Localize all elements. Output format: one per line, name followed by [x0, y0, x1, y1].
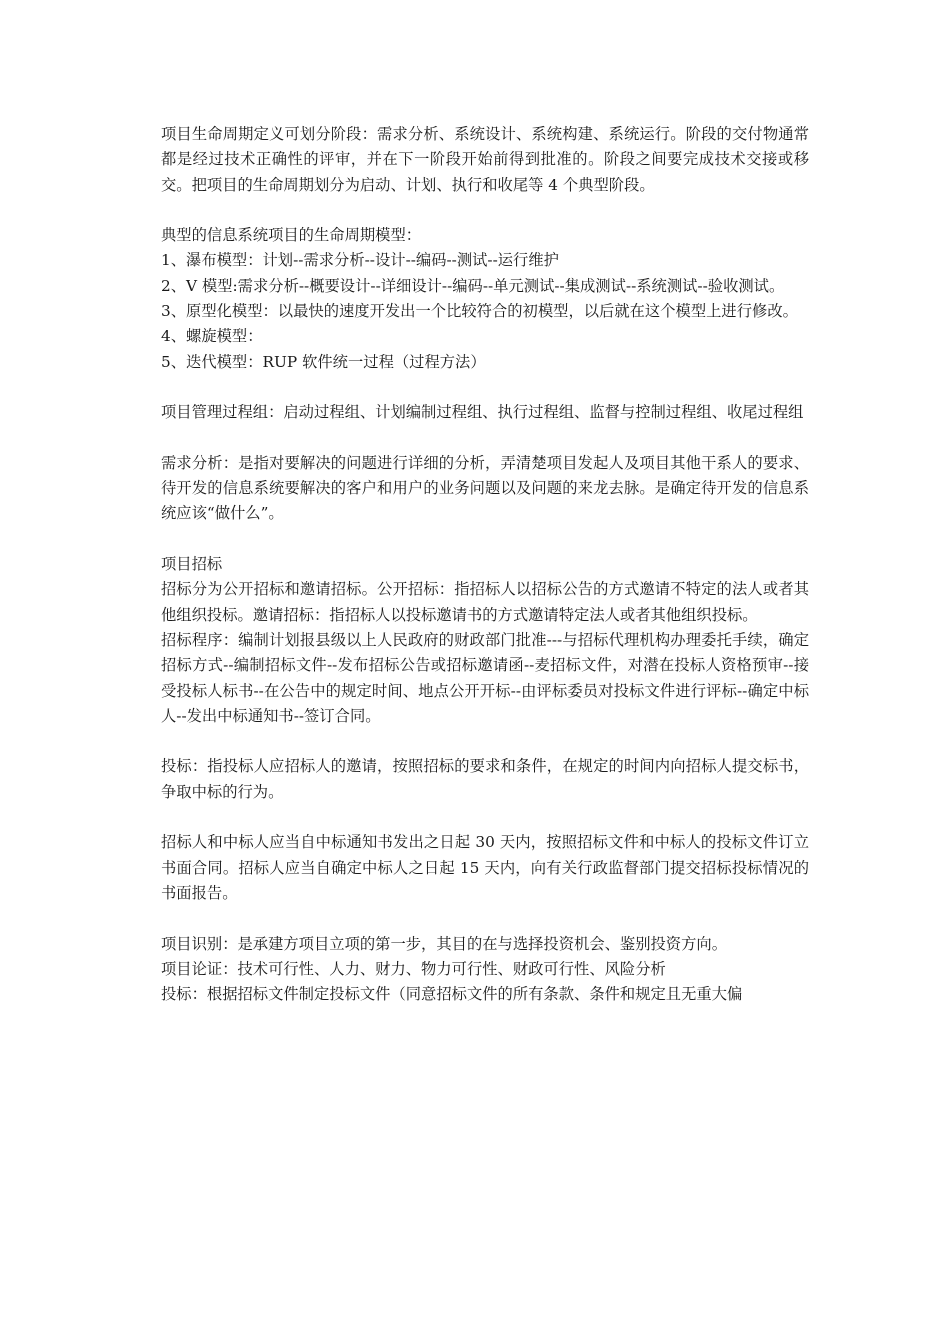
model-item-v-model: 2、V 模型:需求分析--概要设计--详细设计--编码--单元测试--集成测试--系统测试--验收测试。	[161, 276, 785, 295]
requirements-analysis-paragraph: 需求分析：是指对要解决的问题进行详细的分析，弄清楚项目发起人及项目其他干系人的要求、待开发的信息系统要解决的客户和用户的业务问题以及问题的来龙去脉。是确定待开发的信息系统应该“做什么”。	[161, 453, 809, 523]
project-identification-line: 项目识别：是承建方项目立项的第一步，其目的在与选择投资机会、鉴别投资方向。	[161, 934, 727, 953]
project-argument-line: 项目论证：技术可行性、人力、财力、物力可行性、财政可行性、风险分析	[161, 959, 666, 978]
paragraph-gap	[161, 527, 809, 552]
paragraph-gap	[161, 198, 809, 223]
bidding-heading: 项目招标	[161, 555, 223, 574]
bidding-procedure-paragraph: 招标程序：编制计划报县级以上人民政府的财政部门批准---与招标代理机构办理委托手续，确定招标方式--编制招标文件--发布招标公告或招标邀请函--麦招标文件，对潜在投标人资格预审--接受投标人标书--在公告中的规定时间、地点公开开标--由评标委员对投标文件进行评标--确定中标人--发出中标通知书--签订合同。	[161, 630, 809, 725]
paragraph-gap	[161, 375, 809, 400]
paragraph-gap	[161, 729, 809, 754]
model-item-waterfall: 1、瀑布模型：计划--需求分析--设计--编码--测试--运行维护	[161, 251, 559, 270]
lifecycle-paragraph: 项目生命周期定义可划分阶段：需求分析、系统设计、系统构建、系统运行。阶段的交付物通常都是经过技术正确性的评审，并在下一阶段开始前得到批准的。阶段之间要完成技术交接或移交。把项目的生命周期划分为启动、计划、执行和收尾等 4 个典型阶段。	[161, 125, 809, 194]
process-groups-paragraph: 项目管理过程组：启动过程组、计划编制过程组、执行过程组、监督与控制过程组、收尾过程组	[161, 403, 804, 422]
paragraph-gap	[161, 805, 809, 830]
models-heading: 典型的信息系统项目的生命周期模型：	[161, 226, 422, 245]
document-body	[161, 122, 809, 1007]
paragraph-gap	[161, 906, 809, 931]
bidding-types-paragraph: 招标分为公开招标和邀请招标。公开招标：指招标人以招标公告的方式邀请不特定的法人或者其他组织投标。邀请招标：指招标人以投标邀请书的方式邀请特定法人或者其他组织投标。	[161, 580, 809, 624]
tender-definition-paragraph: 投标：指投标人应招标人的邀请，按照招标的要求和条件，在规定的时间内向招标人提交标书，争取中标的行为。	[161, 757, 809, 801]
tender-document-line: 投标：根据招标文件制定投标文件（同意招标文件的所有条款、条件和规定且无重大偏	[161, 985, 743, 1004]
paragraph-gap	[161, 426, 809, 451]
contract-deadline-paragraph: 招标人和中标人应当自中标通知书发出之日起 30 天内，按照招标文件和中标人的投标文件订立书面合同。招标人应当自确定中标人之日起 15 天内，向有关行政监督部门提交招标投标情况的书面报告。	[161, 833, 809, 902]
model-item-spiral: 4、螺旋模型：	[161, 327, 263, 346]
model-item-prototype: 3、原型化模型：以最快的速度开发出一个比较符合的初模型，以后就在这个模型上进行修改。	[161, 302, 798, 321]
model-item-iterative: 5、迭代模型：RUP 软件统一过程（过程方法）	[161, 352, 486, 371]
